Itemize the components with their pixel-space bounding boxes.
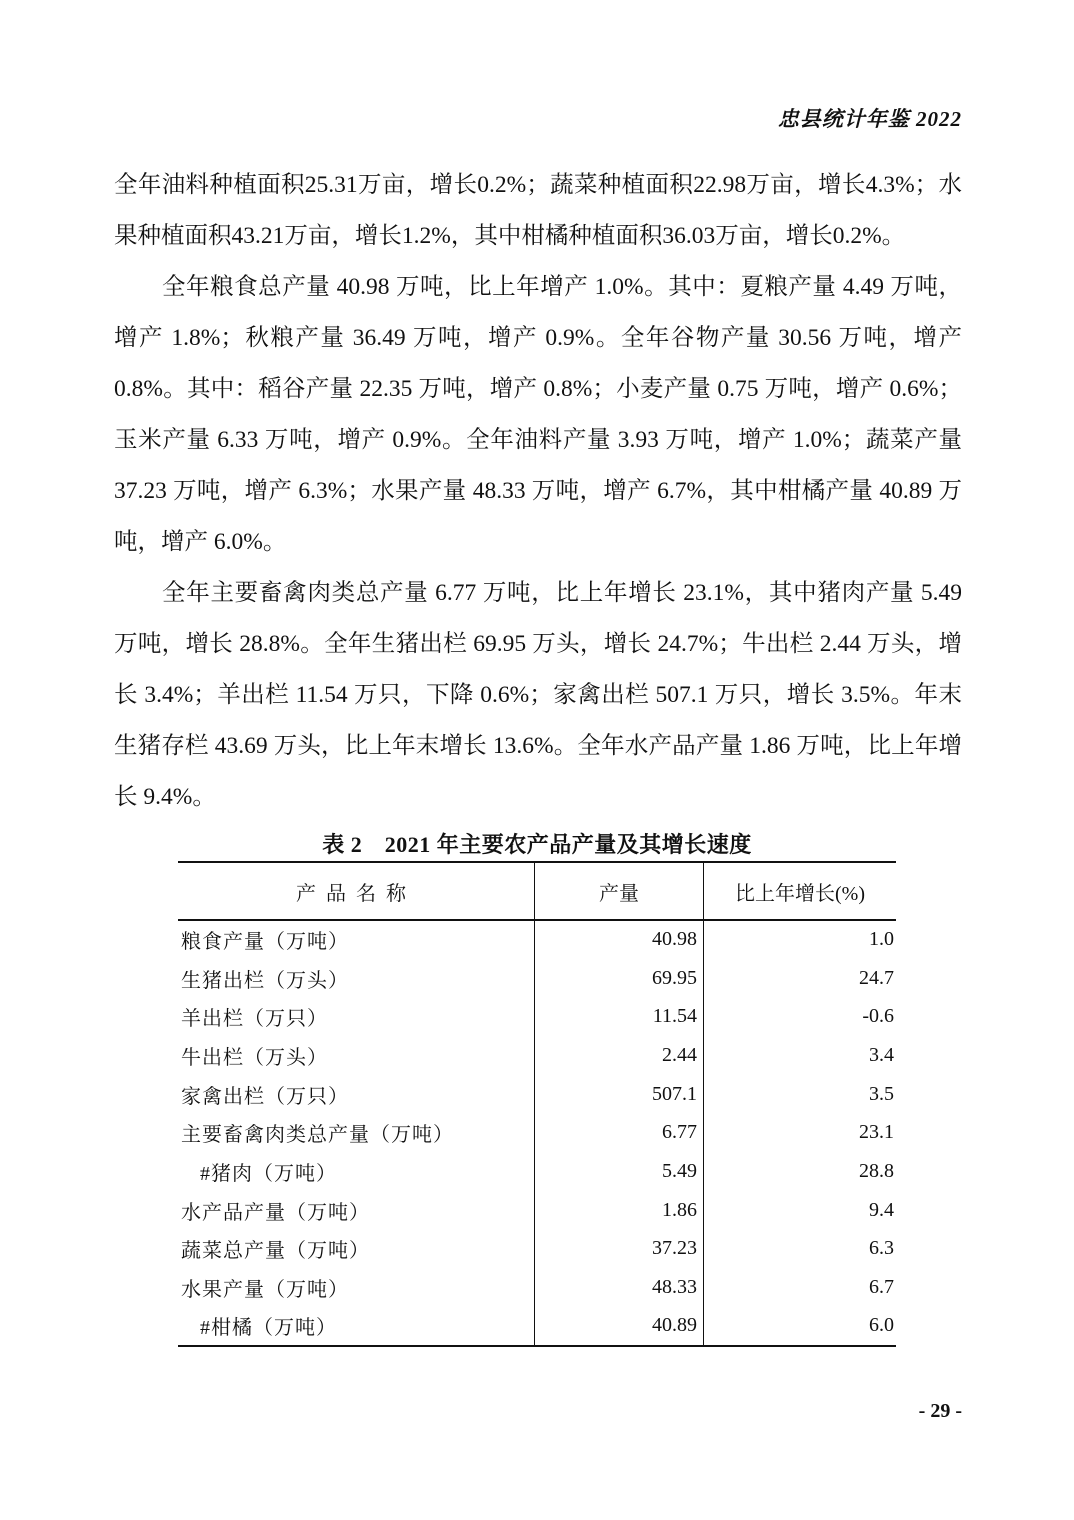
row-production: 507.1 xyxy=(535,1075,704,1114)
row-product-name: 水产品产量（万吨） xyxy=(181,1201,370,1224)
header-growth: 比上年增长(%) xyxy=(704,862,897,920)
row-growth: 3.4 xyxy=(704,1036,897,1075)
header-product-name: 产品名称 xyxy=(296,882,416,905)
row-production: 2.44 xyxy=(535,1036,704,1075)
row-production: 5.49 xyxy=(535,1152,704,1191)
row-growth: 28.8 xyxy=(704,1152,897,1191)
body-text xyxy=(114,160,962,823)
row-product-name: 牛出栏（万头） xyxy=(181,1046,328,1069)
row-growth: 6.7 xyxy=(704,1268,897,1307)
agricultural-products-table xyxy=(178,861,896,1347)
row-growth: 9.4 xyxy=(704,1191,897,1230)
table-row xyxy=(178,1191,896,1230)
row-growth: 23.1 xyxy=(704,1113,897,1152)
row-growth: 1.0 xyxy=(704,920,897,959)
table-row xyxy=(178,1152,896,1191)
row-growth: 3.5 xyxy=(704,1075,897,1114)
table-row xyxy=(178,1036,896,1075)
table-row xyxy=(178,1113,896,1152)
row-product-name: 主要畜禽肉类总产量（万吨） xyxy=(181,1124,454,1147)
row-product-name: 蔬菜总产量（万吨） xyxy=(181,1240,370,1263)
table-row xyxy=(178,1230,896,1269)
paragraph-livestock-production: 全年主要畜禽肉类总产量 6.77 万吨，比上年增长 23.1%，其中猪肉产量 5.49 万吨，增长 28.8%。全年生猪出栏 69.95 万头，增长 24.7%；牛出栏 2.44 万头，增长 3.4%；羊出栏 11.54 万只，下降 0.6%；家禽出栏 507.1 万只，增长 3.5%。年末生猪存栏 43.69 万头，比上年末增长 13.6%。全年水产品产量 1.86 万吨，比上年增长 9.4%。 xyxy=(114,580,962,810)
table-row xyxy=(178,997,896,1036)
table-caption: 表 2 2021 年主要农产品产量及其增长速度 xyxy=(322,832,752,857)
row-growth: 24.7 xyxy=(704,959,897,998)
row-production: 1.86 xyxy=(535,1191,704,1230)
running-header: 忠县统计年鉴 2022 xyxy=(777,107,962,131)
row-production: 6.77 xyxy=(535,1113,704,1152)
row-production: 40.89 xyxy=(535,1307,704,1346)
row-production: 40.98 xyxy=(535,920,704,959)
row-product-name: #柑橘（万吨） xyxy=(200,1317,337,1340)
row-product-name: 水果产量（万吨） xyxy=(181,1279,349,1302)
row-production: 11.54 xyxy=(535,997,704,1036)
row-product-name: 家禽出栏（万只） xyxy=(181,1085,349,1108)
row-production: 37.23 xyxy=(535,1230,704,1269)
page-number: - 29 - xyxy=(918,1400,962,1422)
table-row xyxy=(178,1307,896,1346)
paragraph-planting-area: 全年油料种植面积25.31万亩，增长0.2%；蔬菜种植面积22.98万亩，增长4.3%；水果种植面积43.21万亩，增长1.2%，其中柑橘种植面积36.03万亩，增长0.2%。 xyxy=(114,172,962,249)
header-production: 产量 xyxy=(535,862,704,920)
table-row xyxy=(178,1075,896,1114)
table-header-row xyxy=(178,862,896,920)
table-row xyxy=(178,959,896,998)
row-product-name: 粮食产量（万吨） xyxy=(181,931,349,954)
row-production: 69.95 xyxy=(535,959,704,998)
row-product-name: #猪肉（万吨） xyxy=(200,1162,337,1185)
row-growth: 6.3 xyxy=(704,1230,897,1269)
row-growth: -0.6 xyxy=(704,997,897,1036)
paragraph-grain-production: 全年粮食总产量 40.98 万吨，比上年增产 1.0%。其中：夏粮产量 4.49 万吨，增产 1.8%；秋粮产量 36.49 万吨，增产 0.9%。全年谷物产量 30.56 万吨，增产 0.8%。其中：稻谷产量 22.35 万吨，增产 0.8%；小麦产量 0.75 万吨，增产 0.6%；玉米产量 6.33 万吨，增产 0.9%。全年油料产量 3.93 万吨，增产 1.0%；蔬菜产量 37.23 万吨，增产 6.3%；水果产量 48.33 万吨，增产 6.7%，其中柑橘产量 40.89 万吨，增产 6.0%。 xyxy=(114,274,962,555)
row-production: 48.33 xyxy=(535,1268,704,1307)
table-row xyxy=(178,1268,896,1307)
row-product-name: 生猪出栏（万头） xyxy=(181,969,349,992)
row-growth: 6.0 xyxy=(704,1307,897,1346)
row-product-name: 羊出栏（万只） xyxy=(181,1008,328,1031)
table-row xyxy=(178,920,896,959)
